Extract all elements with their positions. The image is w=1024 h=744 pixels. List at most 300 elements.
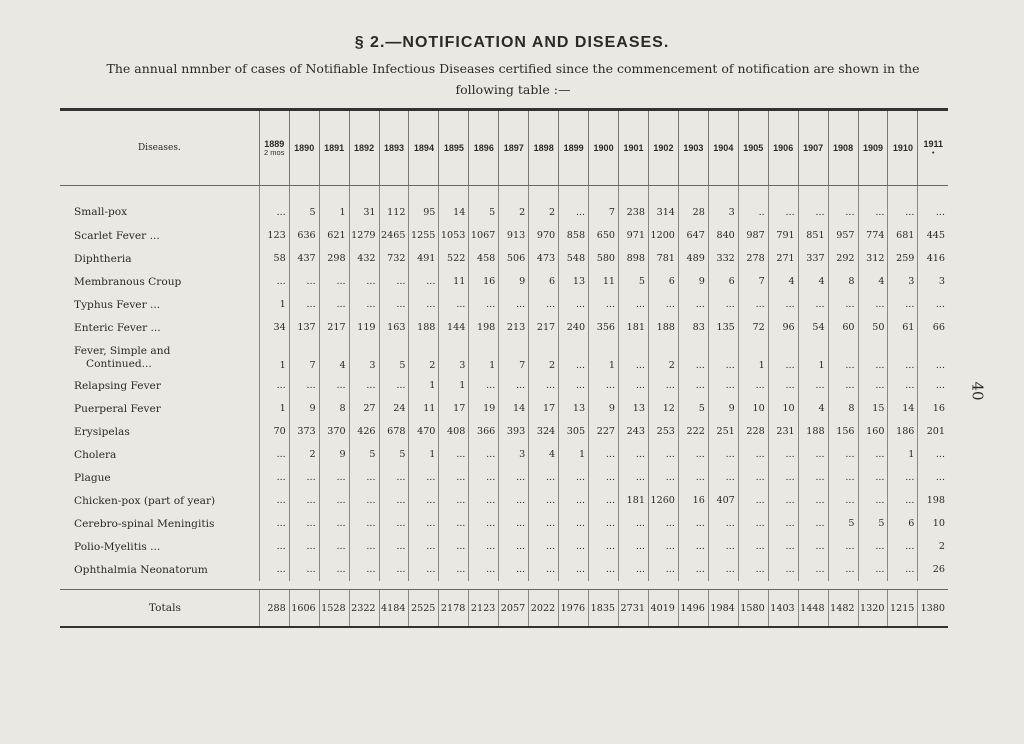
disease-label: Erysipelas: [74, 425, 130, 438]
cell-value: ...: [648, 374, 678, 397]
cell-value: ...: [798, 374, 828, 397]
cell-value: ...: [678, 466, 708, 489]
cell-value: ...: [888, 535, 918, 558]
notification-table: [60, 108, 948, 628]
table-row: [60, 443, 948, 466]
table-row: [60, 558, 948, 581]
cell-value: 4: [319, 339, 349, 374]
year-label: 1901: [623, 143, 644, 153]
cell-value: 83: [678, 316, 708, 339]
cell-value: ...: [768, 293, 798, 316]
cell-value: 5: [678, 397, 708, 420]
cell-value: ...: [319, 558, 349, 581]
cell-value: 1: [559, 443, 589, 466]
cell-value: ...: [379, 293, 409, 316]
total-value: 1215: [888, 590, 918, 628]
total-value: 1448: [798, 590, 828, 628]
cell-value: 16: [469, 270, 499, 293]
cell-value: ...: [858, 443, 888, 466]
cell-value: 292: [828, 247, 858, 270]
cell-value: ...: [319, 270, 349, 293]
disease-label: Cholera: [74, 448, 117, 461]
disease-label: Fever, Simple and: [74, 345, 171, 357]
cell-value: 858: [559, 224, 589, 247]
disease-label: Polio-Myelitis ...: [74, 540, 161, 553]
cell-value: 15: [858, 397, 888, 420]
cell-value: 11: [409, 397, 439, 420]
cell-value: 840: [708, 224, 738, 247]
year-label: 1892: [354, 143, 375, 153]
cell-value: 156: [828, 420, 858, 443]
cell-value: 222: [678, 420, 708, 443]
cell-value: 5: [619, 270, 649, 293]
cell-value: 987: [738, 224, 768, 247]
cell-value: ...: [559, 186, 589, 225]
table-row: [60, 224, 948, 247]
year-header-1900: [589, 110, 619, 186]
cell-value: ...: [289, 374, 319, 397]
cell-value: 971: [619, 224, 649, 247]
cell-value: ...: [888, 339, 918, 374]
cell-value: 228: [738, 420, 768, 443]
cell-value: 332: [708, 247, 738, 270]
disease-label: Ophthalmia Neonatorum: [74, 563, 208, 576]
cell-value: ...: [888, 466, 918, 489]
cell-value: 5: [858, 512, 888, 535]
disease-label: Diphtheria: [74, 252, 132, 265]
cell-value: ...: [559, 374, 589, 397]
cell-value: ...: [678, 374, 708, 397]
cell-value: 66: [918, 316, 948, 339]
cell-value: ...: [319, 293, 349, 316]
disease-name: [60, 339, 259, 374]
cell-value: 1: [259, 397, 289, 420]
cell-value: 14: [499, 397, 529, 420]
year-sublabel: 2 mos: [264, 148, 285, 157]
cell-value: ...: [529, 466, 559, 489]
cell-value: ...: [469, 374, 499, 397]
cell-value: 243: [619, 420, 649, 443]
cell-value: ...: [379, 374, 409, 397]
disease-name: [60, 512, 259, 535]
cell-value: 458: [469, 247, 499, 270]
disease-name: [60, 270, 259, 293]
cell-value: ...: [349, 293, 379, 316]
cell-value: ...: [798, 512, 828, 535]
total-value: 1320: [858, 590, 888, 628]
cell-value: ...: [619, 535, 649, 558]
cell-value: ...: [559, 558, 589, 581]
cell-value: 312: [858, 247, 888, 270]
cell-value: 31: [349, 186, 379, 225]
cell-value: ...: [349, 558, 379, 581]
cell-value: ...: [469, 293, 499, 316]
disease-name: [60, 466, 259, 489]
cell-value: 14: [439, 186, 469, 225]
totals-label: Totals: [60, 590, 259, 628]
cell-value: 774: [858, 224, 888, 247]
cell-value: ...: [708, 558, 738, 581]
cell-value: ...: [888, 558, 918, 581]
cell-value: ...: [918, 374, 948, 397]
cell-value: ...: [379, 535, 409, 558]
cell-value: 9: [678, 270, 708, 293]
cell-value: ...: [409, 466, 439, 489]
cell-value: 7: [289, 339, 319, 374]
cell-value: ...: [738, 512, 768, 535]
cell-value: 913: [499, 224, 529, 247]
cell-value: 1260: [648, 489, 678, 512]
cell-value: 1: [738, 339, 768, 374]
cell-value: 3: [499, 443, 529, 466]
cell-value: 732: [379, 247, 409, 270]
year-header-1896: [469, 110, 499, 186]
year-label: 1902: [653, 143, 674, 153]
year-label: 1911: [923, 139, 943, 149]
cell-value: ...: [499, 535, 529, 558]
cell-value: 6: [708, 270, 738, 293]
cell-value: ...: [589, 466, 619, 489]
table-row: [60, 374, 948, 397]
totals-row: [60, 590, 948, 628]
cell-value: 181: [619, 316, 649, 339]
cell-value: 489: [678, 247, 708, 270]
cell-value: ...: [738, 374, 768, 397]
cell-value: ...: [439, 293, 469, 316]
cell-value: ...: [289, 489, 319, 512]
disease-name: [60, 186, 259, 225]
cell-value: ...: [529, 535, 559, 558]
cell-value: 416: [918, 247, 948, 270]
disease-label: Plague: [74, 471, 111, 484]
cell-value: 2: [409, 339, 439, 374]
cell-value: 12: [648, 397, 678, 420]
year-header-1901: [619, 110, 649, 186]
cell-value: ...: [768, 512, 798, 535]
cell-value: 188: [409, 316, 439, 339]
cell-value: 137: [289, 316, 319, 339]
cell-value: 72: [738, 316, 768, 339]
cell-value: ...: [708, 466, 738, 489]
cell-value: 188: [648, 316, 678, 339]
page-title: § 2.—NOTIFICATION AND DISEASES.: [354, 34, 670, 51]
cell-value: ...: [349, 466, 379, 489]
cell-value: ...: [409, 535, 439, 558]
cell-value: 17: [529, 397, 559, 420]
cell-value: 3: [349, 339, 379, 374]
cell-value: 491: [409, 247, 439, 270]
cell-value: ...: [289, 535, 319, 558]
cell-value: 10: [768, 397, 798, 420]
cell-value: ...: [589, 443, 619, 466]
cell-value: 6: [888, 512, 918, 535]
cell-value: 19: [469, 397, 499, 420]
disease-label: Scarlet Fever ...: [74, 229, 160, 242]
cell-value: 1: [259, 339, 289, 374]
cell-value: ...: [259, 443, 289, 466]
year-label: 1906: [773, 143, 794, 153]
cell-value: 548: [559, 247, 589, 270]
cell-value: 636: [289, 224, 319, 247]
cell-value: ...: [768, 186, 798, 225]
cell-value: ...: [349, 512, 379, 535]
cell-value: ...: [888, 489, 918, 512]
cell-value: ...: [319, 466, 349, 489]
cell-value: ...: [798, 443, 828, 466]
cell-value: ...: [738, 489, 768, 512]
year-header-1905: [738, 110, 768, 186]
cell-value: 17: [439, 397, 469, 420]
cell-value: ...: [858, 339, 888, 374]
cell-value: 251: [708, 420, 738, 443]
cell-value: 1279: [349, 224, 379, 247]
year-header-1909: [858, 110, 888, 186]
year-header-1891: [319, 110, 349, 186]
cell-value: ...: [678, 558, 708, 581]
cell-value: 13: [559, 397, 589, 420]
cell-value: 70: [259, 420, 289, 443]
cell-value: 259: [888, 247, 918, 270]
cell-value: 6: [529, 270, 559, 293]
cell-value: ...: [858, 186, 888, 225]
cell-value: ...: [858, 293, 888, 316]
cell-value: ...: [798, 186, 828, 225]
cell-value: 5: [828, 512, 858, 535]
disease-name: [60, 293, 259, 316]
disease-label: Membranous Croup: [74, 275, 182, 288]
cell-value: 9: [289, 397, 319, 420]
cell-value: ...: [259, 558, 289, 581]
cell-value: 3: [918, 270, 948, 293]
cell-value: 445: [918, 224, 948, 247]
cell-value: 373: [289, 420, 319, 443]
year-header-1902: [648, 110, 678, 186]
disease-label: Small-pox: [74, 206, 128, 218]
cell-value: 5: [469, 186, 499, 225]
total-value: 1976: [559, 590, 589, 628]
cell-value: 9: [499, 270, 529, 293]
cell-value: 305: [559, 420, 589, 443]
cell-value: 11: [589, 270, 619, 293]
cell-value: 407: [708, 489, 738, 512]
cell-value: ...: [858, 466, 888, 489]
cell-value: ...: [738, 558, 768, 581]
cell-value: ...: [798, 535, 828, 558]
cell-value: ...: [379, 489, 409, 512]
cell-value: 278: [738, 247, 768, 270]
cell-value: ...: [589, 374, 619, 397]
cell-value: ...: [768, 489, 798, 512]
cell-value: ...: [529, 293, 559, 316]
total-value: 1984: [708, 590, 738, 628]
year-header-1898: [529, 110, 559, 186]
cell-value: 16: [918, 397, 948, 420]
cell-value: 271: [768, 247, 798, 270]
cell-value: ...: [289, 293, 319, 316]
cell-value: ...: [349, 270, 379, 293]
cell-value: 473: [529, 247, 559, 270]
cell-value: ...: [589, 512, 619, 535]
cell-value: 13: [619, 397, 649, 420]
table-row: [60, 186, 948, 225]
cell-value: ...: [648, 466, 678, 489]
year-header-1893: [379, 110, 409, 186]
total-value: 1496: [678, 590, 708, 628]
diseases-column-header: Diseases.: [60, 110, 259, 186]
cell-value: ...: [678, 339, 708, 374]
total-value: 2022: [529, 590, 559, 628]
cell-value: ...: [409, 293, 439, 316]
cell-value: ...: [918, 293, 948, 316]
cell-value: 621: [319, 224, 349, 247]
year-header-1894: [409, 110, 439, 186]
cell-value: ...: [768, 443, 798, 466]
cell-value: 4: [529, 443, 559, 466]
cell-value: ...: [708, 535, 738, 558]
cell-value: 188: [798, 420, 828, 443]
cell-value: ...: [828, 186, 858, 225]
cell-value: ...: [918, 443, 948, 466]
cell-value: 4: [858, 270, 888, 293]
cell-value: 1255: [409, 224, 439, 247]
cell-value: ...: [768, 558, 798, 581]
cell-value: ...: [648, 293, 678, 316]
table-row: [60, 512, 948, 535]
cell-value: ...: [289, 270, 319, 293]
cell-value: 198: [918, 489, 948, 512]
intro-paragraph: The annual nmnber of cases of Notifiable Infectious Diseases certified since the commencement of notification are shown in the following table :—: [106, 61, 920, 97]
cell-value: 426: [349, 420, 379, 443]
cell-value: 10: [738, 397, 768, 420]
cell-value: 24: [379, 397, 409, 420]
cell-value: 1: [259, 293, 289, 316]
cell-value: 1: [888, 443, 918, 466]
cell-value: ...: [828, 443, 858, 466]
cell-value: 7: [738, 270, 768, 293]
cell-value: ...: [648, 535, 678, 558]
cell-value: ...: [798, 293, 828, 316]
cell-value: ...: [319, 374, 349, 397]
cell-value: ...: [888, 293, 918, 316]
cell-value: ...: [768, 466, 798, 489]
total-value: 2322: [349, 590, 379, 628]
disease-label: Chicken-pox (part of year): [74, 494, 216, 507]
cell-value: 95: [409, 186, 439, 225]
cell-value: 227: [589, 420, 619, 443]
cell-value: 50: [858, 316, 888, 339]
year-header-1890: [289, 110, 319, 186]
cell-value: 1200: [648, 224, 678, 247]
cell-value: ...: [828, 293, 858, 316]
cell-value: ...: [888, 374, 918, 397]
table-row: [60, 339, 948, 374]
notification-table-wrapper: [60, 108, 948, 628]
cell-value: ...: [319, 512, 349, 535]
year-label: 1897: [503, 143, 524, 153]
cell-value: ...: [858, 535, 888, 558]
cell-value: 9: [708, 397, 738, 420]
cell-value: ...: [469, 558, 499, 581]
cell-value: 1053: [439, 224, 469, 247]
cell-value: ...: [768, 339, 798, 374]
total-value: 1403: [768, 590, 798, 628]
cell-value: 366: [469, 420, 499, 443]
cell-value: ...: [319, 489, 349, 512]
cell-value: ...: [858, 374, 888, 397]
year-header-1911: [918, 110, 948, 186]
cell-value: ...: [619, 374, 649, 397]
cell-value: 5: [379, 339, 409, 374]
cell-value: ...: [828, 466, 858, 489]
table-row: [60, 466, 948, 489]
cell-value: ...: [738, 293, 768, 316]
cell-value: ...: [349, 535, 379, 558]
year-label: 1905: [743, 143, 764, 153]
cell-value: ...: [469, 535, 499, 558]
cell-value: 4: [798, 270, 828, 293]
cell-value: ...: [828, 339, 858, 374]
cell-value: ...: [409, 512, 439, 535]
cell-value: 11: [439, 270, 469, 293]
cell-value: 324: [529, 420, 559, 443]
total-value: 4019: [648, 590, 678, 628]
disease-name: [60, 535, 259, 558]
year-label: 1896: [473, 143, 494, 153]
cell-value: ...: [738, 535, 768, 558]
cell-value: 522: [439, 247, 469, 270]
cell-value: 198: [469, 316, 499, 339]
disease-label: Puerperal Fever: [74, 402, 161, 415]
cell-value: ...: [828, 558, 858, 581]
year-sublabel: •: [931, 148, 935, 157]
cell-value: 1: [319, 186, 349, 225]
cell-value: 2: [289, 443, 319, 466]
cell-value: 1067: [469, 224, 499, 247]
year-label: 1890: [294, 143, 315, 153]
cell-value: 217: [319, 316, 349, 339]
cell-value: ...: [589, 558, 619, 581]
cell-value: 240: [559, 316, 589, 339]
cell-value: 58: [259, 247, 289, 270]
cell-value: 8: [319, 397, 349, 420]
cell-value: 5: [379, 443, 409, 466]
total-value: 1580: [738, 590, 768, 628]
cell-value: ...: [798, 466, 828, 489]
table-row: [60, 247, 948, 270]
cell-value: 647: [678, 224, 708, 247]
year-header-1906: [768, 110, 798, 186]
cell-value: 2: [918, 535, 948, 558]
cell-value: ...: [678, 443, 708, 466]
cell-value: ...: [648, 512, 678, 535]
year-label: 1891: [324, 143, 345, 153]
cell-value: 10: [918, 512, 948, 535]
disease-name: [60, 374, 259, 397]
cell-value: 650: [589, 224, 619, 247]
cell-value: ...: [439, 489, 469, 512]
disease-label: Relapsing Fever: [74, 379, 161, 392]
cell-value: ...: [469, 466, 499, 489]
cell-value: 1: [439, 374, 469, 397]
cell-value: 238: [619, 186, 649, 225]
cell-value: 123: [259, 224, 289, 247]
cell-value: ...: [589, 489, 619, 512]
year-header-1889: [259, 110, 289, 186]
cell-value: ...: [289, 558, 319, 581]
total-value: 2178: [439, 590, 469, 628]
cell-value: 408: [439, 420, 469, 443]
cell-value: 135: [708, 316, 738, 339]
